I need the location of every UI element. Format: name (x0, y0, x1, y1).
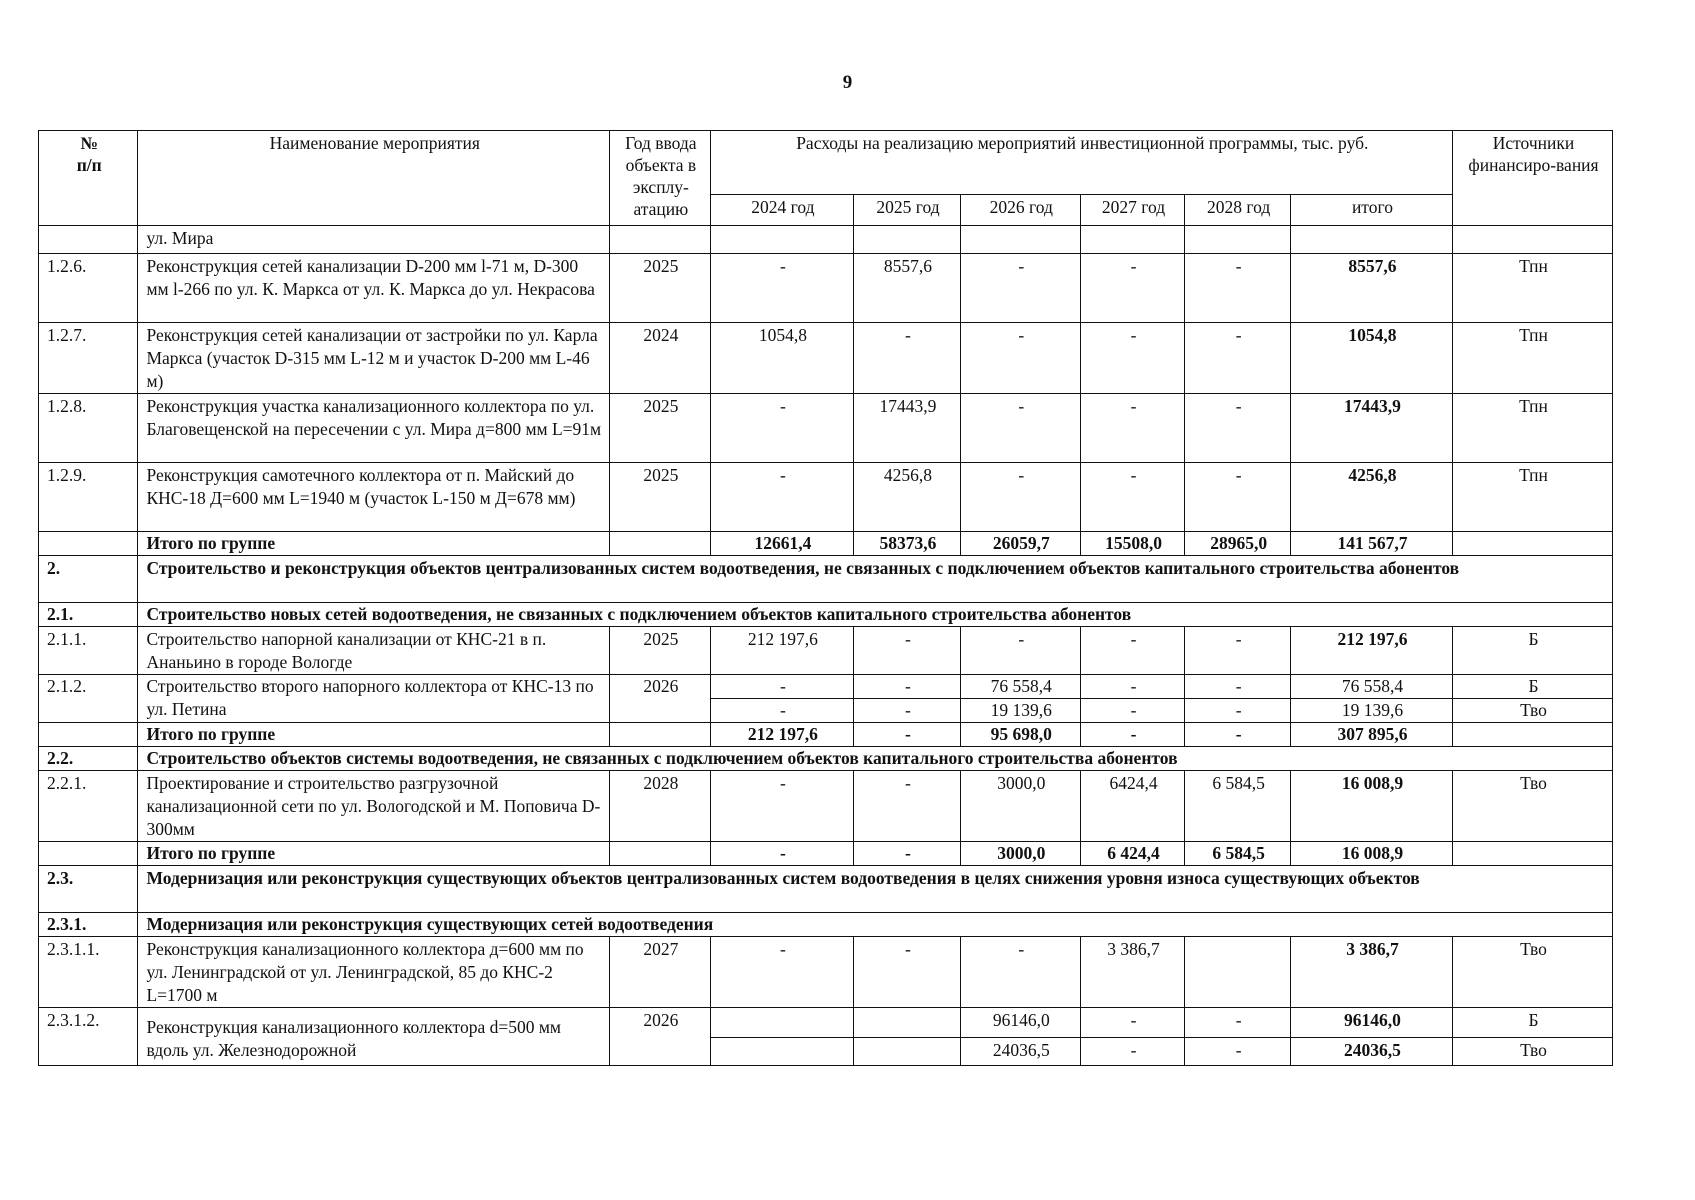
row-name: Проектирование и строительство разгрузочной канализационной сети по ул. Вологодской и М. Поповича D-300мм (138, 771, 610, 842)
row-2025: 8557,6 (854, 254, 961, 323)
row-total: 141 567,7 (1290, 532, 1452, 556)
row-name: Строительство второго напорного коллектора от КНС-13 по ул. Петина (138, 675, 610, 723)
section-title: Строительство новых сетей водоотведения, не связанных с подключением объектов капитального строительства абонентов (138, 603, 1613, 627)
row-2026: 3000,0 (960, 842, 1080, 866)
section-row (39, 747, 1613, 771)
row-2027: - (1080, 463, 1185, 532)
row-name: Реконструкция канализационного коллектора д=600 мм по ул. Ленинградской от ул. Ленинградской, 85 до КНС-2 L=1700 м (138, 937, 610, 1008)
row-2027: - (1080, 1008, 1185, 1038)
row-2026: - (960, 323, 1080, 394)
row-2027: - (1080, 699, 1185, 723)
row-num: 2.1. (39, 603, 138, 627)
row-name: Реконструкция самотечного коллектора от п. Майский до КНС-18 Д=600 мм L=1940 м (участок L-150 м Д=678 мм) (138, 463, 610, 532)
investment-program-table-container (38, 130, 1613, 1066)
row-2026: - (960, 627, 1080, 675)
row-2026: 76 558,4 (960, 675, 1080, 699)
row-total: 96146,0 (1290, 1008, 1452, 1038)
header-name: Наименование мероприятия (138, 131, 610, 226)
table-row (39, 226, 1613, 254)
row-2025: - (854, 323, 961, 394)
row-year: 2026 (610, 1008, 710, 1066)
header-2025: 2025 год (854, 195, 961, 226)
row-2024: 12661,4 (710, 532, 854, 556)
row-source: Тпн (1452, 463, 1612, 532)
row-total: 212 197,6 (1290, 627, 1452, 675)
table-row (39, 937, 1613, 1008)
row-2024: - (710, 394, 854, 463)
row-name: Реконструкция сетей канализации от застройки по ул. Карла Маркса (участок D-315 мм L-12 м и участок D-200 мм L-46 м) (138, 323, 610, 394)
row-2026: - (960, 394, 1080, 463)
row-year: 2024 (610, 323, 710, 394)
row-name: Реконструкция сетей канализации D-200 мм l-71 м, D-300 мм l-266 по ул. К. Маркса от ул. К. Маркса до ул. Некрасова (138, 254, 610, 323)
row-total: 1054,8 (1290, 323, 1452, 394)
header-source: Источники финансиро-вания (1452, 131, 1612, 226)
row-2028: 28965,0 (1185, 532, 1291, 556)
row-2027: - (1080, 394, 1185, 463)
section-row (39, 913, 1613, 937)
row-2025: - (854, 627, 961, 675)
row-total: 307 895,6 (1290, 723, 1452, 747)
row-num: 2.3.1. (39, 913, 138, 937)
row-name: Итого по группе (138, 842, 610, 866)
row-year: 2027 (610, 937, 710, 1008)
row-total: 8557,6 (1290, 254, 1452, 323)
row-2027: - (1080, 627, 1185, 675)
row-2025: 4256,8 (854, 463, 961, 532)
row-source: Тво (1452, 1038, 1612, 1066)
row-num: 2.1.1. (39, 627, 138, 675)
row-2025 (854, 1038, 961, 1066)
row-2025: - (854, 771, 961, 842)
table-row (39, 254, 1613, 323)
row-source: Тпн (1452, 254, 1612, 323)
section-row (39, 603, 1613, 627)
row-2027: - (1080, 254, 1185, 323)
row-name-text: Реконструкция канализационного коллектора d=500 мм вдоль ул. Железнодорожной (146, 1017, 561, 1060)
table-row (39, 323, 1613, 394)
group-total-row (39, 532, 1613, 556)
section-title: Модернизация или реконструкция существующих сетей водоотведения (138, 913, 1613, 937)
row-num: 2.2.1. (39, 771, 138, 842)
table-row (39, 627, 1613, 675)
row-2028: 6 584,5 (1185, 771, 1291, 842)
table-header (39, 131, 1613, 226)
row-2026: 19 139,6 (960, 699, 1080, 723)
row-year: 2025 (610, 463, 710, 532)
row-2027: 6 424,4 (1080, 842, 1185, 866)
row-name: Итого по группе (138, 723, 610, 747)
row-num: 1.2.7. (39, 323, 138, 394)
row-num: 2.2. (39, 747, 138, 771)
row-2025: - (854, 842, 961, 866)
row-2025: - (854, 723, 961, 747)
row-2027: - (1080, 1038, 1185, 1066)
row-year: 2025 (610, 627, 710, 675)
row-name: Строительство напорной канализации от КНС-21 в п. Ананьино в городе Вологде (138, 627, 610, 675)
row-2027: - (1080, 675, 1185, 699)
row-2028: - (1185, 463, 1291, 532)
header-2024: 2024 год (710, 195, 854, 226)
row-num: 1.2.9. (39, 463, 138, 532)
table-row (39, 771, 1613, 842)
row-source: Тво (1452, 771, 1612, 842)
row-2024: - (710, 675, 854, 699)
row-2026: 3000,0 (960, 771, 1080, 842)
row-num: 2.3.1.1. (39, 937, 138, 1008)
row-2025: 58373,6 (854, 532, 961, 556)
row-total: 76 558,4 (1290, 675, 1452, 699)
row-num: 2.3. (39, 866, 138, 913)
table-row (39, 1008, 1613, 1038)
row-2025: - (854, 937, 961, 1008)
row-2026: - (960, 463, 1080, 532)
row-2026: 96146,0 (960, 1008, 1080, 1038)
row-2028: - (1185, 675, 1291, 699)
table-row (39, 394, 1613, 463)
row-name (138, 1008, 610, 1066)
row-2026: 26059,7 (960, 532, 1080, 556)
row-num: 2. (39, 556, 138, 603)
row-2024: 212 197,6 (710, 723, 854, 747)
table-row (39, 463, 1613, 532)
row-source: Тво (1452, 937, 1612, 1008)
row-source: Тпн (1452, 323, 1612, 394)
row-name: Итого по группе (138, 532, 610, 556)
row-num: 2.1.2. (39, 675, 138, 723)
row-2027: 15508,0 (1080, 532, 1185, 556)
row-2028: - (1185, 699, 1291, 723)
header-2027: 2027 год (1080, 195, 1185, 226)
row-total: 16 008,9 (1290, 771, 1452, 842)
group-total-row (39, 842, 1613, 866)
row-2026: - (960, 937, 1080, 1008)
header-year: Год ввода объекта в эксплу-атацию (610, 131, 710, 226)
row-2024: - (710, 699, 854, 723)
row-2026: 24036,5 (960, 1038, 1080, 1066)
row-2028: - (1185, 627, 1291, 675)
row-2026: - (960, 254, 1080, 323)
row-2027: 3 386,7 (1080, 937, 1185, 1008)
row-source: Тпн (1452, 394, 1612, 463)
page-number: 9 (842, 72, 853, 93)
row-2026: 95 698,0 (960, 723, 1080, 747)
row-total: 16 008,9 (1290, 842, 1452, 866)
row-2028: - (1185, 323, 1291, 394)
header-num: № п/п (39, 131, 138, 226)
row-2028: - (1185, 254, 1291, 323)
row-2024 (710, 1008, 854, 1038)
row-2028: - (1185, 723, 1291, 747)
header-2028: 2028 год (1185, 195, 1291, 226)
row-year: 2025 (610, 254, 710, 323)
row-total: 4256,8 (1290, 463, 1452, 532)
group-total-row (39, 723, 1613, 747)
row-total: 24036,5 (1290, 1038, 1452, 1066)
row-num (39, 226, 138, 254)
section-title: Строительство и реконструкция объектов централизованных систем водоотведения, не связанных с подключением объектов капитального строительства абонентов (138, 556, 1613, 603)
row-2024: 212 197,6 (710, 627, 854, 675)
row-2024: - (710, 771, 854, 842)
row-num: 2.3.1.2. (39, 1008, 138, 1066)
section-row (39, 866, 1613, 913)
row-year: 2026 (610, 675, 710, 723)
row-2028: - (1185, 1038, 1291, 1066)
section-title: Строительство объектов системы водоотведения, не связанных с подключением объектов капитального строительства абонентов (138, 747, 1613, 771)
row-2028: - (1185, 394, 1291, 463)
row-source: Б (1452, 627, 1612, 675)
row-2025 (854, 1008, 961, 1038)
row-2024: - (710, 842, 854, 866)
row-num: 1.2.8. (39, 394, 138, 463)
row-2024: - (710, 254, 854, 323)
row-2028: - (1185, 1008, 1291, 1038)
row-2027: 6424,4 (1080, 771, 1185, 842)
header-costs: Расходы на реализацию мероприятий инвестиционной программы, тыс. руб. (710, 131, 1452, 195)
row-year: 2025 (610, 394, 710, 463)
row-total: 19 139,6 (1290, 699, 1452, 723)
row-2024: - (710, 937, 854, 1008)
row-2025: 17443,9 (854, 394, 961, 463)
row-name: Реконструкция участка канализационного коллектора по ул. Благовещенской на пересечении с ул. Мира д=800 мм L=91м (138, 394, 610, 463)
row-2024: - (710, 463, 854, 532)
table-row (39, 675, 1613, 699)
row-name: ул. Мира (138, 226, 610, 254)
section-row (39, 556, 1613, 603)
row-2028: 6 584,5 (1185, 842, 1291, 866)
row-total: 17443,9 (1290, 394, 1452, 463)
row-2028 (1185, 937, 1291, 1008)
row-2024 (710, 1038, 854, 1066)
row-2025: - (854, 699, 961, 723)
row-source: Б (1452, 675, 1612, 699)
header-2026: 2026 год (960, 195, 1080, 226)
row-2027: - (1080, 323, 1185, 394)
header-total: итого (1290, 195, 1452, 226)
row-2025: - (854, 675, 961, 699)
row-year: 2028 (610, 771, 710, 842)
row-num: 1.2.6. (39, 254, 138, 323)
row-source: Б (1452, 1008, 1612, 1038)
row-2024: 1054,8 (710, 323, 854, 394)
investment-program-table (38, 130, 1613, 1066)
row-2027: - (1080, 723, 1185, 747)
section-title: Модернизация или реконструкция существующих объектов централизованных систем водоотведения в целях снижения уровня износа существующих объектов (138, 866, 1613, 913)
row-total: 3 386,7 (1290, 937, 1452, 1008)
row-source: Тво (1452, 699, 1612, 723)
